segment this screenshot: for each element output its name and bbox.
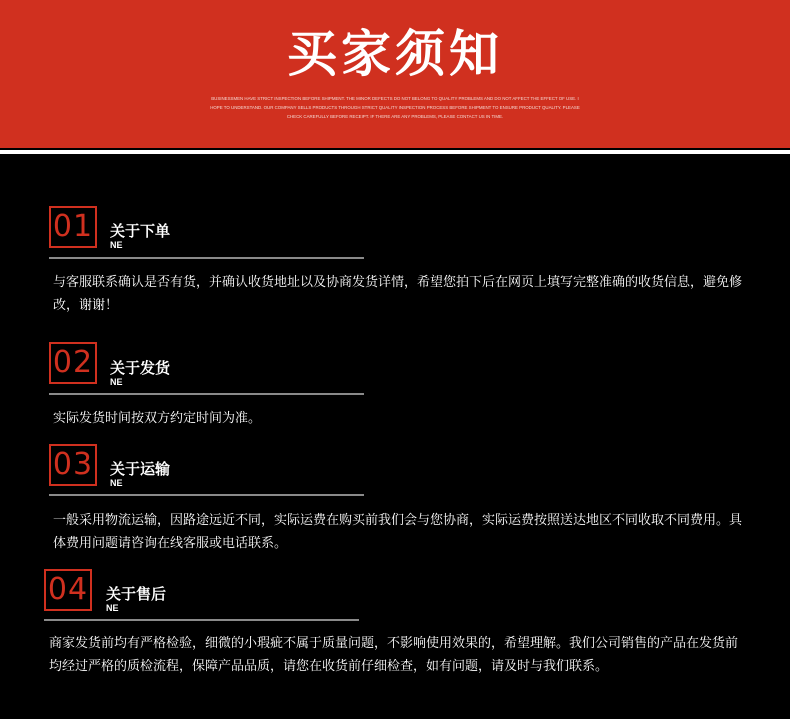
section-title: 关于售后	[106, 585, 167, 603]
section-number: 02	[49, 342, 97, 384]
page-title: 买家须知	[287, 25, 503, 83]
section-text: 商家发货前均有严格检验，细微的小瑕疵不属于质量问题，不影响使用效果的，希望理解。我们公司销售的产品在发货前均经过严格的质检流程，保障产品品质，请您在收货前仔细检查，如有问题，请及时与我们联系。	[49, 636, 739, 674]
section-title: 关于发货	[110, 359, 171, 377]
section-rule	[49, 393, 364, 395]
section-rule	[49, 494, 364, 496]
section-text: 实际发货时间按双方约定时间为准。	[53, 411, 262, 426]
section-title: 关于下单	[110, 222, 171, 240]
section-text: 一般采用物流运输，因路途远近不同，实际运费在购买前我们会与您协商，实际运费按照送达地区不同收取不同费用。具体费用问题请咨询在线客服或电话联系。	[53, 513, 743, 551]
section-rule	[44, 619, 359, 621]
section-subtitle: NE	[106, 603, 119, 613]
section-subtitle: NE	[110, 377, 123, 387]
section-rule	[49, 257, 364, 259]
section-text: 与客服联系确认是否有货，并确认收货地址以及协商发货详情，希望您拍下后在网页上填写完整准确的收货信息，避免修改，谢谢！	[53, 275, 743, 313]
section-subtitle: NE	[110, 240, 123, 250]
section-title: 关于运输	[110, 460, 171, 478]
header-subtitle: BUSINESSMEN HAVE STRICT INSPECTION BEFORE SHIPMENT. THE MINOR DEFECTS DO NOT BELONG TO QUALITY PROBLEMS AND DO NOT AFFECT THE EFFECT OF USE. I HOPE TO UNDERSTAND. OUR COMPANY SELLS PRODUCTS THROUGH STRICT QUALITY INSPECTION PROCESS BEFORE SHIPMENT TO ENSURE PRODUCT QUALITY. PLEASE CHECK CAREFULLY BEFORE RECEIPT. IF THERE ARE ANY PROBLEMS, PLEASE CONTACT US IN TIME.	[210, 96, 580, 119]
section-subtitle: NE	[110, 478, 123, 488]
header-divider	[0, 150, 790, 154]
header-banner	[0, 0, 790, 148]
section-number: 01	[49, 206, 97, 248]
section-number: 04	[44, 569, 92, 611]
section-number: 03	[49, 444, 97, 486]
